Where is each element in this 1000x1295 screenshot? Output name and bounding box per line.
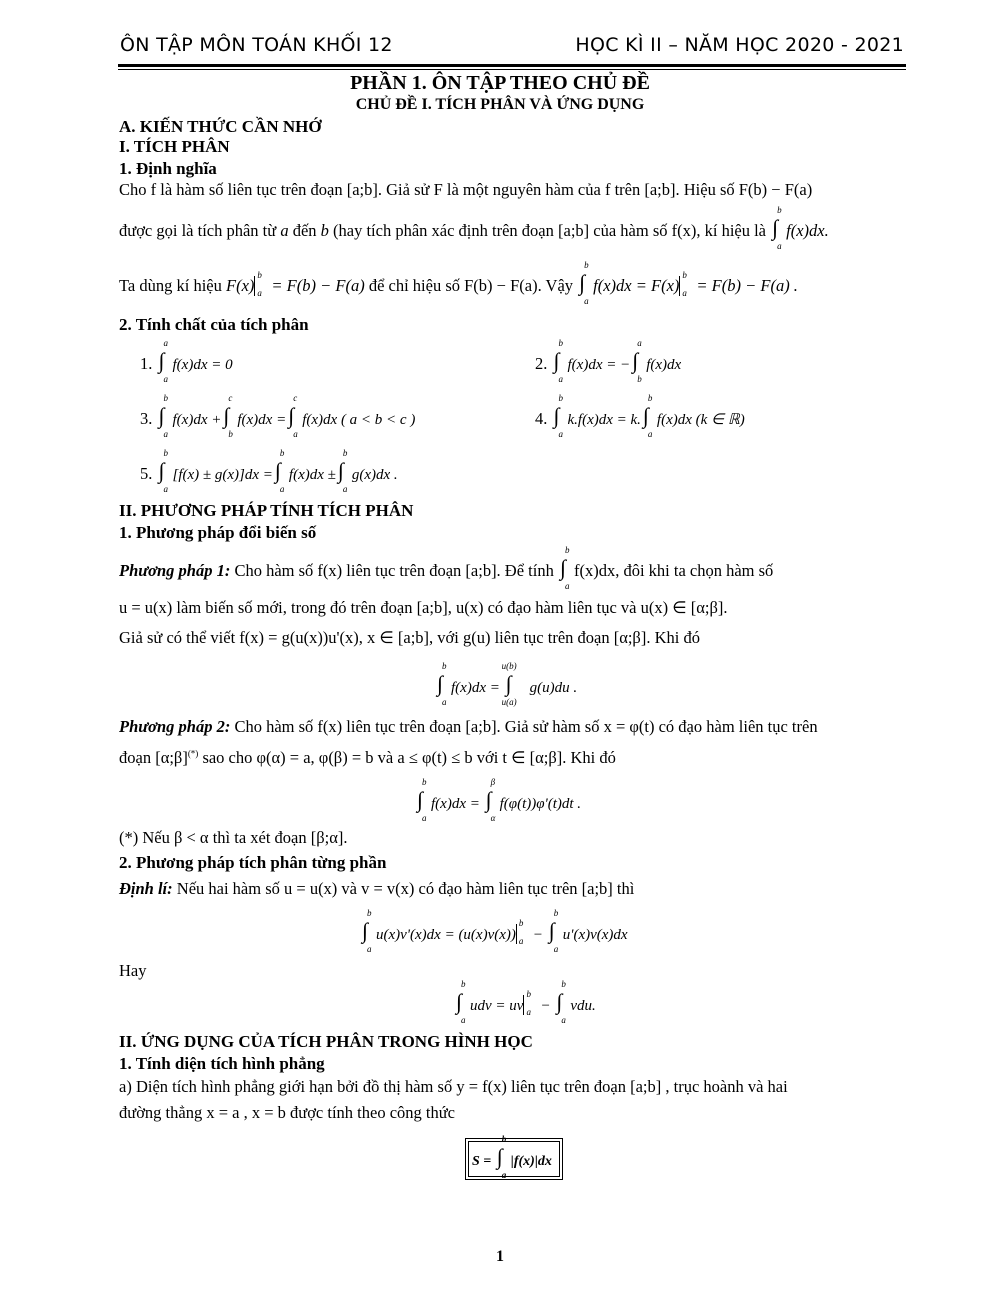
integral-symbol: ∫ b a <box>772 205 782 251</box>
substitution-heading: 1. Phương pháp đổi biến số <box>119 523 317 542</box>
integration-by-parts-heading: 2. Phương pháp tích phân từng phần <box>119 853 387 872</box>
header-rule-thin <box>118 69 906 70</box>
section-i-heading: I. TÍCH PHÂN <box>119 137 230 156</box>
property-3: 3. ∫ b a f(x)dx + ∫ c b f(x)dx = ∫ c a f(x)dx ( a < b < c ) <box>140 393 416 439</box>
property-4: 4. ∫ b a k.f(x)dx = k. ∫ b a f(x)dx (k ∈ ℝ) <box>535 393 745 439</box>
integral-symbol: ∫ β α <box>485 777 496 823</box>
method-2-note: (*) Nếu β < α thì ta xét đoạn [β;α]. <box>119 828 348 847</box>
method-1-line-3: Giả sử có thể viết f(x) = g(u(x))u'(x), x ∈ [a;b], với g(u) liên tục trên đoạn [α;β]. Khi đó <box>119 628 700 647</box>
integral-symbol: ∫ b a <box>417 777 427 823</box>
integral-symbol: ∫ c a <box>288 393 298 439</box>
integral-symbol: ∫ u(b) u(a) <box>501 661 517 707</box>
evaluation-bar: b a <box>516 924 531 944</box>
topic-title: CHỦ ĐỀ I. TÍCH PHÂN VÀ ỨNG DỤNG <box>355 96 645 113</box>
part-title: PHẦN 1. ÔN TẬP THEO CHỦ ĐỀ <box>350 72 650 94</box>
integral-symbol: ∫ c b <box>223 393 233 439</box>
area-formula: S = ∫ b a |f(x)|dx <box>472 1134 552 1180</box>
parts-formula-1: ∫ b a u(x)v'(x)dx = (u(x)v(x)) b a − ∫ b a u'(x)v(x)dx <box>362 908 628 954</box>
area-line-2: đường thẳng x = a , x = b được tính theo công thức <box>119 1103 456 1122</box>
substitution-formula-1: ∫ b a f(x)dx = ∫ u(b) u(a) g(u)du . <box>437 661 578 707</box>
definition-heading: 1. Định nghĩa <box>119 159 217 178</box>
definition-line-2: được gọi là tích phân từ a đến b (hay tích phân xác định trên đoạn [a;b] của hàm số f(x), kí hiệu là ∫ b a f(x)dx. <box>119 205 829 251</box>
integral-symbol: ∫ b a <box>158 448 168 494</box>
integral-symbol: ∫ b a <box>548 908 559 954</box>
theorem-line: Định lí: Nếu hai hàm số u = u(x) và v = v(x) có đạo hàm liên tục trên [a;b] thì <box>119 879 635 898</box>
header-rule-thick <box>118 64 906 67</box>
area-heading: 1. Tính diện tích hình phẳng <box>119 1054 325 1073</box>
definition-line-1: Cho f là hàm số liên tục trên đoạn [a;b]. Giả sử F là một nguyên hàm của f trên [a;b]. Hiệu số F(b) − F(a) <box>119 180 813 199</box>
method-1-line-2: u = u(x) làm biến số mới, trong đó trên đoạn [a;b], u(x) có đạo hàm liên tục và u(x) ∈ [α;β]. <box>119 598 728 617</box>
integral-symbol: ∫ b a <box>437 661 447 707</box>
integral-symbol: ∫ b a <box>579 260 589 306</box>
integral-symbol: ∫ b a <box>642 393 653 439</box>
method-2-line-2: đoạn [α;β](*) sao cho φ(α) = a, φ(β) = b và a ≤ φ(t) ≤ b với t ∈ [α;β]. Khi đó <box>119 748 616 767</box>
integral-symbol: ∫ b a <box>274 448 285 494</box>
integral-symbol: ∫ b a <box>553 338 563 384</box>
integral-symbol: ∫ a b <box>632 338 642 384</box>
area-formula-box <box>465 1134 563 1180</box>
applications-heading: II. ỨNG DỤNG CỦA TÍCH PHÂN TRONG HÌNH HỌC <box>119 1032 533 1051</box>
integral-symbol: ∫ b a <box>158 393 168 439</box>
integral-symbol: ∫ b a <box>556 979 566 1025</box>
evaluation-bar: b a <box>523 995 538 1015</box>
integral-symbol: ∫ b a <box>337 448 348 494</box>
method-1-line-1: Phương pháp 1: Cho hàm số f(x) liên tục trên đoạn [a;b]. Để tính ∫ b a f(x)dx, đôi khi ta chọn hàm số <box>119 545 774 591</box>
header-left: ÔN TẬP MÔN TOÁN KHỐI 12 <box>120 34 393 56</box>
section-a-heading: A. KIẾN THỨC CẦN NHỚ <box>119 117 322 136</box>
page-number: 1 <box>496 1248 504 1265</box>
section-ii-heading: II. PHƯƠNG PHÁP TÍNH TÍCH PHÂN <box>119 501 414 520</box>
header-right: HỌC KÌ II – NĂM HỌC 2020 - 2021 <box>575 34 904 56</box>
integral-symbol: ∫ b a <box>553 393 563 439</box>
method-2-line-1: Phương pháp 2: Cho hàm số f(x) liên tục trên đoạn [a;b]. Giả sử hàm số x = φ(t) có đạo hàm liên tục trên <box>119 717 818 736</box>
substitution-formula-2: ∫ b a f(x)dx = ∫ β α f(φ(t))φ'(t)dt . <box>417 777 582 823</box>
hay-label: Hay <box>119 961 147 980</box>
definition-line-3: Ta dùng kí hiệu F(x) b a = F(b) − F(a) để chỉ hiệu số F(b) − F(a). Vậy ∫ b a f(x)dx = F(x) b a = F(b) − F(a) . <box>119 260 798 306</box>
area-line-1: a) Diện tích hình phẳng giới hạn bởi đồ thị hàm số y = f(x) liên tục trên đoạn [a;b] , trục hoành và hai <box>119 1077 788 1096</box>
integral-symbol: ∫ a a <box>158 338 168 384</box>
integral-symbol: ∫ b a <box>456 979 466 1025</box>
evaluation-bar: b a <box>679 276 694 296</box>
property-1: 1. ∫ a a f(x)dx = 0 <box>140 338 233 384</box>
property-5: 5. ∫ b a [f(x) ± g(x)]dx = ∫ b a f(x)dx ± ∫ b a g(x)dx . <box>140 448 398 494</box>
integral-symbol: ∫ b a <box>496 1134 507 1180</box>
evaluation-bar: b a <box>254 276 269 296</box>
parts-formula-2: ∫ b a udv = uv b a − ∫ b a vdu. <box>456 979 596 1025</box>
properties-heading: 2. Tính chất của tích phân <box>119 315 309 334</box>
property-2: 2. ∫ b a f(x)dx = − ∫ a b f(x)dx <box>535 338 682 384</box>
integral-symbol: ∫ b a <box>362 908 372 954</box>
integral-symbol: ∫ b a <box>559 545 570 591</box>
